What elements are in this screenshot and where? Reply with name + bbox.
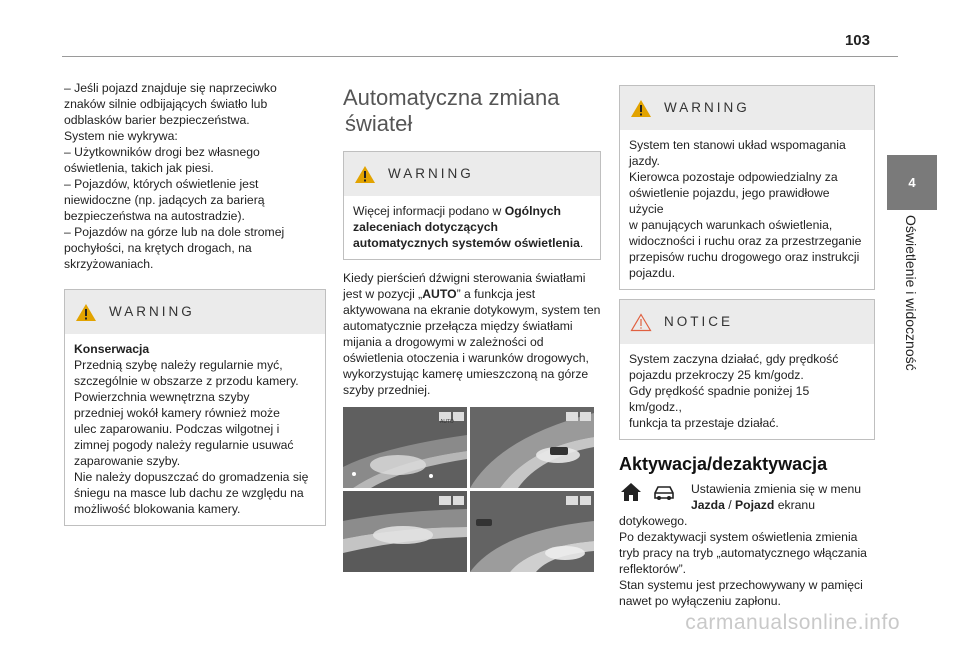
warning-box-info <box>343 151 601 260</box>
menu-instruction-text: Ustawienia zmienia się w menu Jazda / Pojazd ekranu <box>691 482 862 512</box>
warning-box-maintenance <box>64 289 326 526</box>
text-line: Stan systemu jest przechowywany w pamięci <box>619 578 863 592</box>
text-line: niewidoczne (np. jadących za barierą <box>64 193 265 207</box>
text-line: – Pojazdów na górze lub na dole stromej <box>64 225 285 239</box>
warning-title: WARNING <box>388 166 474 181</box>
warning-header <box>65 290 325 334</box>
chapter-title-wrap <box>881 215 941 405</box>
text-line: System ten stanowi układ wspomagania <box>629 138 846 152</box>
text-line: przedniej wokół kamery również może <box>74 406 280 420</box>
text-line: w panujących warunkach oświetlenia, <box>629 218 833 232</box>
text-line: pojazdu przekroczy 25 km/godz. <box>629 368 804 382</box>
illustration-low-beam <box>343 407 467 488</box>
section-title: Automatyczna zmiana świateł <box>343 85 560 136</box>
text-line: – Jeśli pojazd znajduje się naprzeciwko <box>64 81 277 95</box>
chapter-tab[interactable]: 4 <box>887 155 937 210</box>
warning-body <box>65 334 325 525</box>
text-line: Nie należy dopuszczać do gromadzenia się <box>74 470 309 484</box>
text-line: – Użytkowników drogi bez własnego <box>64 145 260 159</box>
text-line: możliwość blokowania kamery. <box>74 502 241 516</box>
text-line: pochyłości, na krętych drogach, na <box>64 241 252 255</box>
chapter-title: Oświetlenie i widoczność <box>903 215 919 371</box>
text-line: widoczności i ruchu oraz za przestrzeganie <box>629 234 862 248</box>
text-line: Przednią szybę należy regularnie myć, <box>74 358 283 372</box>
notice-box <box>619 299 875 440</box>
warning-icon <box>75 303 97 322</box>
text-line: pojazdu. <box>629 266 676 280</box>
text-line: jazdy. <box>629 154 660 168</box>
notice-body <box>620 344 874 439</box>
warning-header <box>620 86 874 130</box>
warning-title: WARNING <box>109 304 195 319</box>
car-settings-icon <box>651 481 677 505</box>
warning-body <box>620 130 874 289</box>
top-divider <box>62 56 898 57</box>
col1-text <box>64 80 326 272</box>
text-line: szczególnie w obszarze z przodu kamery. <box>74 374 299 388</box>
warning-heading: Konserwacja <box>74 342 150 356</box>
auto-badge: AUTO <box>440 419 454 425</box>
text-line: zimnej pogody należy regularnie usuwać <box>74 438 294 452</box>
warning-box-driver <box>619 85 875 290</box>
text-line: Po dezaktywacji system oświetlenia zmienia <box>619 530 858 544</box>
text-line: ulec zaparowaniu. Podczas wilgotnej i <box>74 422 280 436</box>
text-line: śniegu na masce lub dachu ze względu na <box>74 486 304 500</box>
text-line: dotykowego. <box>619 514 688 528</box>
illustration-grid <box>343 407 601 572</box>
illustration-high-beam <box>470 407 594 488</box>
page-number: 103 <box>844 32 870 49</box>
column-2 <box>343 85 601 572</box>
notice-icon <box>630 313 652 332</box>
column-1 <box>64 80 326 526</box>
illustration-oncoming <box>343 491 467 572</box>
text-line: Gdy prędkość spadnie poniżej 15 km/godz., <box>629 384 810 414</box>
warning-body: Więcej informacji podano w Ogólnych zaleceniach dotyczących automatycznych systemów oświetlenia. <box>353 204 584 250</box>
text-line: System zaczyna działać, gdy prędkość <box>629 352 839 366</box>
column-3 <box>619 85 875 609</box>
text-line: znaków silnie odbijających światło lub <box>64 97 268 111</box>
menu-instruction <box>619 481 875 513</box>
text-line: bezpieczeństwa na autostradzie). <box>64 209 245 223</box>
activation-text <box>619 513 875 609</box>
warning-header <box>344 152 600 196</box>
text-line: System nie wykrywa: <box>64 129 178 143</box>
activation-heading: Aktywacja/dezaktywacja <box>619 454 828 474</box>
warning-title: WARNING <box>664 100 750 115</box>
text-line: zaparowanie szyby. <box>74 454 181 468</box>
text-line: funkcja ta przestaje działać. <box>629 416 779 430</box>
watermark: carmanualsonline.info <box>685 611 900 634</box>
text-line: odblasków barier bezpieczeństwa. <box>64 113 250 127</box>
text-line: Kierowca pozostaje odpowiedzialny za <box>629 170 838 184</box>
description-paragraph: Kiedy pierścień dźwigni sterowania światłami jest w pozycji „AUTO” a funkcja jest aktywowana na ekranie dotykowym, system ten automatycznie przełącza między światłami mijania a drogowymi w zależności od oświetlenia otoczenia i warunków drogowych, wykorzystując kamerę umieszczoną na górze szyby przedniej. <box>343 271 601 397</box>
illustration-following <box>470 491 594 572</box>
home-icon <box>619 481 645 505</box>
text-line: reflektorów”. <box>619 562 687 576</box>
text-line: przepisów ruchu drogowego oraz instrukcji <box>629 250 860 264</box>
text-line: tryb pracy na tryb „automatycznego włączania <box>619 546 867 560</box>
warning-icon <box>630 99 652 118</box>
notice-header <box>620 300 874 344</box>
text-line: skrzyżowaniach. <box>64 257 154 271</box>
warning-icon <box>354 165 376 184</box>
text-line: nawet po wyłączeniu zapłonu. <box>619 594 781 608</box>
notice-title: NOTICE <box>664 314 734 329</box>
text-line: – Pojazdów, których oświetlenie jest <box>64 177 259 191</box>
text-line: Powierzchnia wewnętrzna szyby <box>74 390 250 404</box>
text-line: oświetlenia, takich jak piesi. <box>64 161 214 175</box>
text-line: oświetlenie pojazdu, jego prawidłowe użycie <box>629 186 830 216</box>
